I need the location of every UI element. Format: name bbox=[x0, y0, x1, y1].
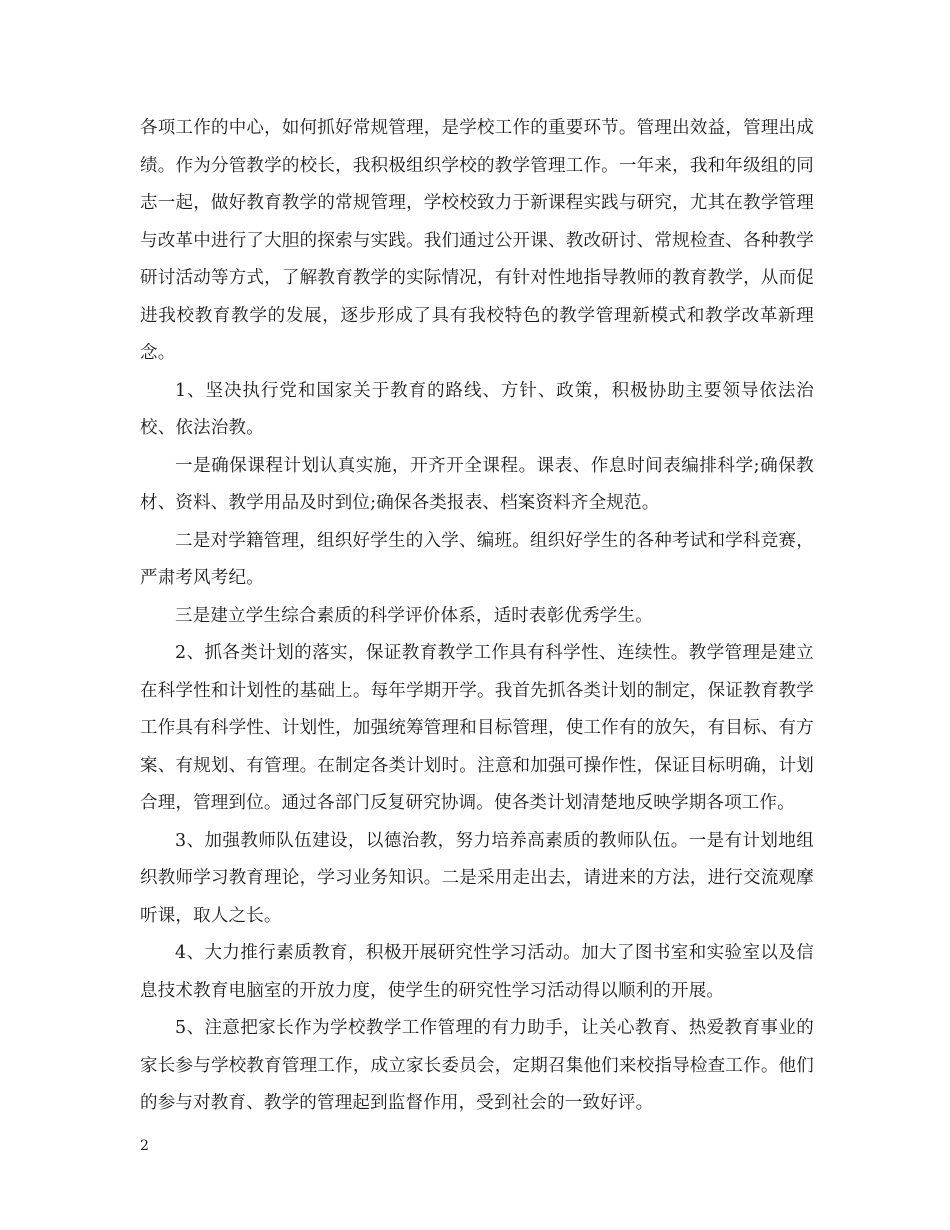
paragraph-item-1c: 三是建立学生综合素质的科学评价体系，适时表彰优秀学生。 bbox=[175, 605, 653, 626]
paragraph-item-5: 5、注意把家长作为学校教学工作管理的有力助手，让关心教育、热爱教育事业的家长参与学校教育管理工作，成立家长委员会，定期召集他们来校指导检查工作。他们的参与对教育、教学的管理起到监督作用，受到社会的一致好评。 bbox=[140, 1018, 814, 1113]
paragraph-item-1: 1、坚决执行党和国家关于教育的路线、方针、政策，积极协助主要领导依法治校、依法治教。 bbox=[140, 380, 814, 438]
document-body bbox=[140, 110, 814, 1123]
paragraph-item-3: 3、加强教师队伍建设，以德治教，努力培养高素质的教师队伍。一是有计划地组织教师学习教育理论，学习业务知识。二是采用走出去，请进来的方法，进行交流观摩听课，取人之长。 bbox=[140, 830, 814, 926]
paragraph-item-4: 4、大力推行素质教育，积极开展研究性学习活动。加大了图书室和实验室以及信息技术教育电脑室的开放力度，使学生的研究性学习活动得以顺利的开展。 bbox=[140, 943, 814, 1001]
page-number: 2 bbox=[140, 1138, 149, 1154]
paragraph-item-1a: 一是确保课程计划认真实施，开齐开全课程。课表、作息时间表编排科学;确保教材、资料、教学用品及时到位;确保各类报表、档案资料齐全规范。 bbox=[140, 455, 814, 513]
paragraph-intro: 各项工作的中心，如何抓好常规管理，是学校工作的重要环节。管理出效益，管理出成绩。作为分管教学的校长，我积极组织学校的教学管理工作。一年来，我和年级组的同志一起，做好教育教学的常规管理，学校校致力于新课程实践与研究，尤其在教学管理与改革中进行了大胆的探索与实践。我们通过公开课、教改研讨、常规检查、各种教学研讨活动等方式，了解教育教学的实际情况，有针对性地指导教师的教育教学，从而促进我校教育教学的发展，逐步形成了具有我校特色的教学管理新模式和教学改革新理念。 bbox=[140, 118, 814, 363]
paragraph-item-1b: 二是对学籍管理，组织好学生的入学、编班。组织好学生的各种考试和学科竞赛，严肃考风考纪。 bbox=[140, 530, 814, 588]
paragraph-item-2: 2、抓各类计划的落实，保证教育教学工作具有科学性、连续性。教学管理是建立在科学性和计划性的基础上。每年学期开学。我首先抓各类计划的制定，保证教育教学工作具有科学性、计划性，加强统筹管理和目标管理，使工作有的放矢，有目标、有方案、有规划、有管理。在制定各类计划时。注意和加强可操作性，保证目标明确，计划合理，管理到位。通过各部门反复研究协调。使各类计划清楚地反映学期各项工作。 bbox=[140, 643, 814, 813]
